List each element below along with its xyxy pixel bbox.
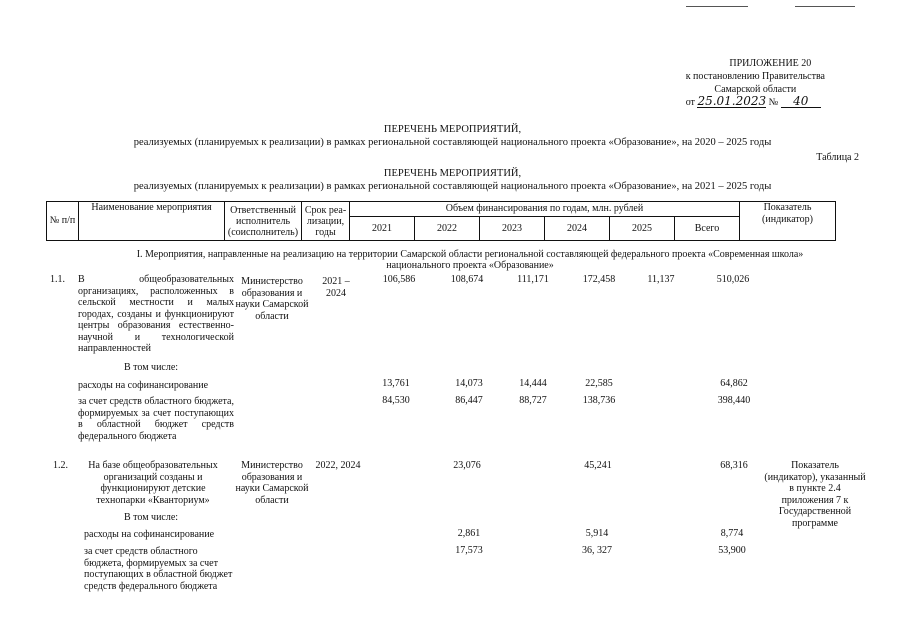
- row-1-1-2024: 172,458: [582, 274, 616, 285]
- col-year-2022: 2022: [415, 217, 480, 241]
- title-1-heading: ПЕРЕЧЕНЬ МЕРОПРИЯТИЙ,: [383, 124, 522, 135]
- row-1-1-sub2-2023: 88,727: [519, 395, 547, 406]
- row-1-1-incl: В том числе:: [124, 362, 179, 373]
- appendix-title: ПРИЛОЖЕНИЕ 20: [729, 58, 812, 69]
- col-indicator: Показатель (индикатор): [740, 202, 836, 241]
- col-num: № п/п: [47, 202, 79, 241]
- row-1-2-sub1-total: 8,774: [720, 528, 744, 539]
- col-name: Наименование мероприятия: [79, 202, 225, 241]
- row-1-1-sub2-2024: 138,736: [582, 395, 616, 406]
- title-2-subtitle: реализуемых (планируемых к реализации) в рамках региональной составляющей национального проекта «Образование», на 2021 – 2025 годы: [133, 181, 772, 192]
- row-1-1-executor: Министерство образования и науки Самарской области: [235, 276, 309, 322]
- appendix-header: [686, 57, 825, 109]
- row-1-2-sub2-label: за счет средств областного бюджета, формируемых за счет поступающих в областной бюджет средств федерального бюджета: [84, 546, 233, 592]
- row-1-2-name: На базе общеобразовательных организаций созданы и функционируют детские технопарки «Кванториум»: [88, 460, 218, 506]
- section-heading-line2: национального проекта «Образование»: [386, 260, 554, 271]
- section-heading: [40, 249, 900, 271]
- row-1-2-incl: В том числе:: [124, 512, 179, 523]
- row-1-1-name: В общеобразовательных организациях, расположенных в сельской местности и малых городах, созданы и функционируют центры образования естественно-научной и технологической направленностей: [78, 274, 234, 354]
- title-1-subtitle: реализуемых (планируемых к реализации) в рамках региональной составляющей национального проекта «Образование», на 2020 – 2025 годы: [133, 137, 772, 148]
- col-total: Всего: [675, 217, 740, 241]
- title-2: [0, 167, 905, 193]
- row-1-2-sub2-total: 53,900: [718, 545, 746, 556]
- appendix-date-line: [686, 96, 825, 109]
- row-1-1-term: 2021 – 2024: [322, 276, 350, 299]
- row-1-1-2022: 108,674: [450, 274, 484, 285]
- row-1-1-sub2-label: за счет средств областного бюджета, формируемых за счет поступающих в областной бюджет средств федерального бюджета: [78, 396, 234, 442]
- row-1-1-2023: 111,171: [517, 274, 549, 285]
- row-1-2-total: 68,316: [720, 460, 748, 471]
- scan-line-top-right: [795, 6, 855, 7]
- scan-line-top: [686, 6, 748, 7]
- row-1-1-sub1-2024: 22,585: [585, 378, 613, 389]
- row-1-1-2021: 106,586: [382, 274, 416, 285]
- row-1-1-num: 1.1.: [50, 274, 65, 285]
- table-label: Таблица 2: [816, 152, 859, 163]
- col-year-2024: 2024: [545, 217, 610, 241]
- row-1-2-executor: Министерство образования и науки Самарской области: [235, 460, 309, 506]
- handwritten-number: 40: [781, 96, 821, 108]
- row-1-2-2024: 45,241: [584, 460, 612, 471]
- row-1-1-sub2-total: 398,440: [717, 395, 751, 406]
- title-2-heading: ПЕРЕЧЕНЬ МЕРОПРИЯТИЙ,: [383, 168, 522, 179]
- row-1-1-sub1-total: 64,862: [720, 378, 748, 389]
- table-header: [46, 201, 836, 241]
- handwritten-date: 25.01.2023: [697, 94, 767, 108]
- from-label: от: [685, 97, 695, 108]
- row-1-1-sub1-label: расходы на софинансирование: [78, 380, 209, 391]
- col-year-2025: 2025: [610, 217, 675, 241]
- row-1-1-sub2-2022: 86,447: [455, 395, 483, 406]
- row-1-2-sub2-2022: 17,573: [455, 545, 483, 556]
- row-1-2-indicator: Показатель (индикатор), указанный в пункте 2.4 приложения 7 к Государственной программе: [764, 460, 866, 529]
- row-1-2-sub1-2024: 5,914: [585, 528, 609, 539]
- row-1-2-sub1-2022: 2,861: [457, 528, 481, 539]
- col-year-2021: 2021: [350, 217, 415, 241]
- row-1-2-sub1-label: расходы на софинансирование: [84, 529, 215, 540]
- title-1: [0, 123, 905, 149]
- row-1-2-sub2-2024: 36, 327: [582, 545, 612, 556]
- row-1-1-sub1-2021: 13,761: [382, 378, 410, 389]
- row-1-2-term: 2022, 2024: [315, 460, 361, 471]
- row-1-1-sub1-2022: 14,073: [455, 378, 483, 389]
- col-executor: Ответственный исполнитель (соисполнитель): [225, 202, 302, 241]
- col-funding: Объем финансирования по годам, млн. рублей: [350, 202, 740, 217]
- row-1-2-num: 1.2.: [53, 460, 68, 471]
- col-term: Срок реа-лизации, годы: [302, 202, 350, 241]
- row-1-1-total: 510,026: [716, 274, 750, 285]
- appendix-line2: Самарской области: [714, 84, 797, 95]
- number-label: №: [768, 97, 779, 108]
- appendix-line1: к постановлению Правительства: [685, 71, 825, 82]
- section-heading-line1: I. Мероприятия, направленные на реализацию на территории Самарской области региональной составляющей федерального проекта «Современная школа»: [136, 249, 804, 260]
- col-year-2023: 2023: [480, 217, 545, 241]
- row-1-1-sub2-2021: 84,530: [382, 395, 410, 406]
- row-1-1-2025: 11,137: [647, 274, 675, 285]
- row-1-2-2022: 23,076: [453, 460, 481, 471]
- row-1-1-sub1-2023: 14,444: [519, 378, 547, 389]
